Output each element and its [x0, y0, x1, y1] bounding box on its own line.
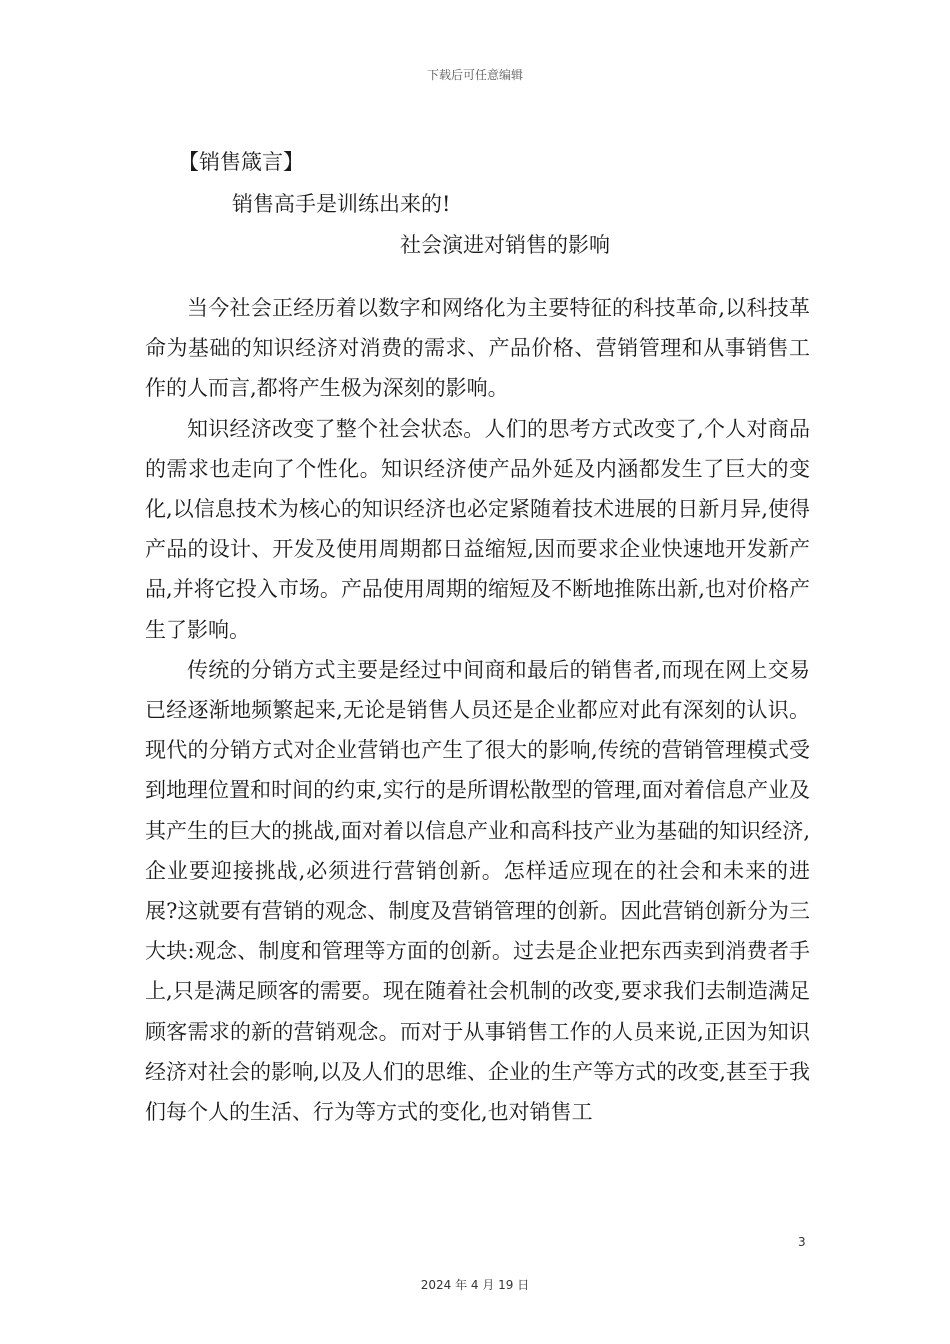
footer-date: 2024 年 4 月 19 日: [420, 1278, 530, 1292]
page-number: 3: [798, 1235, 806, 1249]
slogan-line: 销售高手是训练出来的!: [232, 192, 451, 216]
article-body: [145, 288, 810, 1132]
page-header-note: 下载后可任意编辑: [426, 68, 523, 82]
section-bracket-title: 【销售箴言】: [178, 150, 304, 174]
paragraph-2: 知识经济改变了整个社会状态。人们的思考方式改变了,个人对商品的需求也走向了个性化。知识经济使产品外延及内涵都发生了巨大的变化,以信息技术为核心的知识经济也必定紧随着技术进展的日新月异,使得产品的设计、开发及使用周期都日益缩短,因而要求企业快速地开发新产品,并将它投入市场。产品使用周期的缩短及不断地推陈出新,也对价格产生了影响。: [145, 416, 810, 642]
paragraph-3: 传统的分销方式主要是经过中间商和最后的销售者,而现在网上交易已经逐渐地频繁起来,无论是销售人员还是企业都应对此有深刻的认识。现代的分销方式对企业营销也产生了很大的影响,传统的营销管理模式受到地理位置和时间的约束,实行的是所谓松散型的管理,面对着信息产业及其产生的巨大的挑战,面对着以信息产业和高科技产业为基础的知识经济,企业要迎接挑战,必须进行营销创新。怎样适应现在的社会和未来的进展?这就要有营销的观念、制度及营销管理的创新。因此营销创新分为三大块:观念、制度和管理等方面的创新。过去是企业把东西卖到消费者手上,只是满足顾客的需要。现在随着社会机制的改变,要求我们去制造满足顾客需求的新的营销观念。而对于从事销售工作的人员来说,正因为知识经济对社会的影响,以及人们的思维、企业的生产等方式的改变,甚至于我们每个人的生活、行为等方式的变化,也对销售工: [145, 657, 810, 1125]
paragraph-1: 当今社会正经历着以数字和网络化为主要特征的科技革命,以科技革命为基础的知识经济对消费的需求、产品价格、营销管理和从事销售工作的人而言,都将产生极为深刻的影响。: [145, 296, 810, 401]
article-subtitle: 社会演进对销售的影响: [400, 233, 610, 257]
